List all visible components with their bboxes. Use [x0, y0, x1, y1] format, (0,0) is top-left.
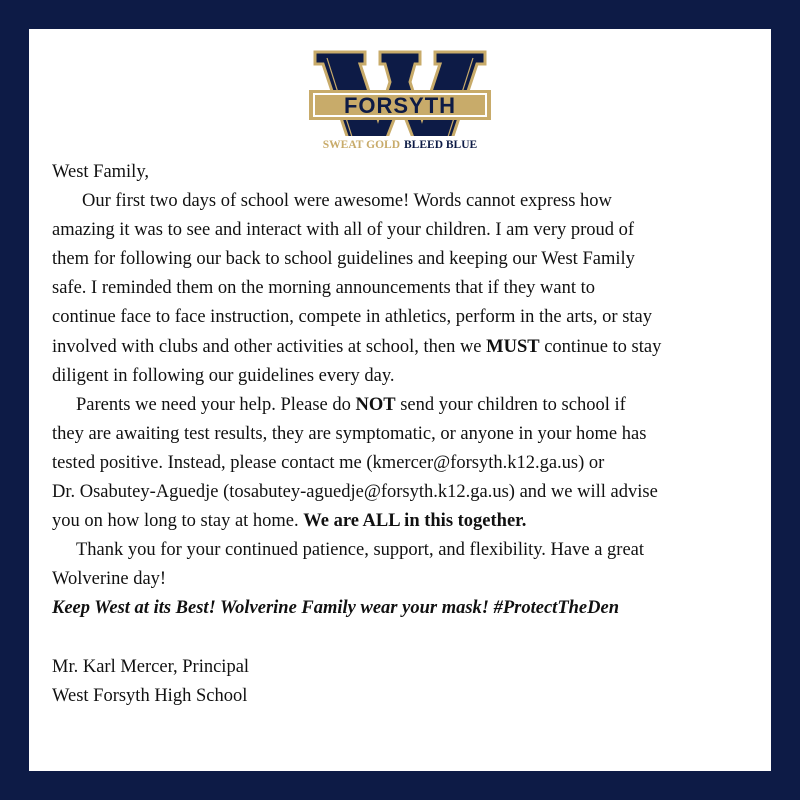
p2-line-5-start: you on how long to stay at home. — [52, 511, 304, 532]
logo-wordmark: FORSYTH — [343, 93, 457, 118]
p2-line-3: tested positive. Instead, please contact me (kmercer@forsyth.k12.ga.us) or — [52, 452, 605, 473]
p1-line-6-start: involved with clubs and other activities at school, then we — [52, 336, 487, 357]
p1-line-6-end: continue to stay — [539, 336, 662, 357]
p2-line-1 — [52, 391, 762, 420]
p1-line-1: Our first two days of school were awesome! Words cannot express how — [82, 191, 612, 212]
p1-line-5: continue face to face instruction, compete in athletics, perform in the arts, or stay — [52, 307, 653, 328]
p1-line-7: diligent in following our guidelines every day. — [52, 365, 395, 386]
p2-line-2: they are awaiting test results, they are symptomatic, or anyone in your home has — [52, 423, 647, 444]
signature-name: Mr. Karl Mercer, Principal — [52, 656, 250, 677]
p2-line-1-end: send your children to school if — [395, 394, 626, 415]
p2-line-5 — [52, 507, 762, 536]
p1-line-2: amazing it was to see and interact with all of your children. I am very proud of — [52, 220, 635, 241]
p1-line-4: safe. I reminded them on the morning announcements that if they want to — [52, 278, 596, 299]
greeting: West Family, — [52, 162, 149, 182]
p3-line-1: Thank you for your continued patience, support, and flexibility. Have a great — [76, 540, 645, 561]
logo-tagline-blue: BLEED BLUE — [404, 139, 478, 151]
principal-letter — [52, 158, 762, 711]
logo-tagline-gold: SWEAT GOLD — [322, 139, 401, 151]
p1-line-3: them for following our back to school guidelines and keeping our West Family — [52, 249, 635, 270]
emphasis-not: NOT — [355, 394, 396, 415]
p1-line-6 — [52, 333, 762, 362]
school-logo — [0, 0, 800, 170]
wolverine-w-logo — [305, 44, 495, 156]
emphasis-must: MUST — [486, 336, 540, 357]
p2-line-1-start: Parents we need your help. Please do — [76, 394, 356, 415]
p3-line-2: Wolverine day! — [52, 569, 167, 590]
emphasis-together: We are ALL in this together. — [303, 511, 527, 532]
spacer — [52, 624, 762, 653]
signature-school: West Forsyth High School — [52, 685, 248, 706]
slogan: Keep West at its Best! Wolverine Family wear your mask! #ProtectTheDen — [52, 598, 619, 619]
p2-line-4: Dr. Osabutey-Aguedje (tosabutey-aguedje@forsyth.k12.ga.us) and we will advise — [52, 482, 658, 503]
